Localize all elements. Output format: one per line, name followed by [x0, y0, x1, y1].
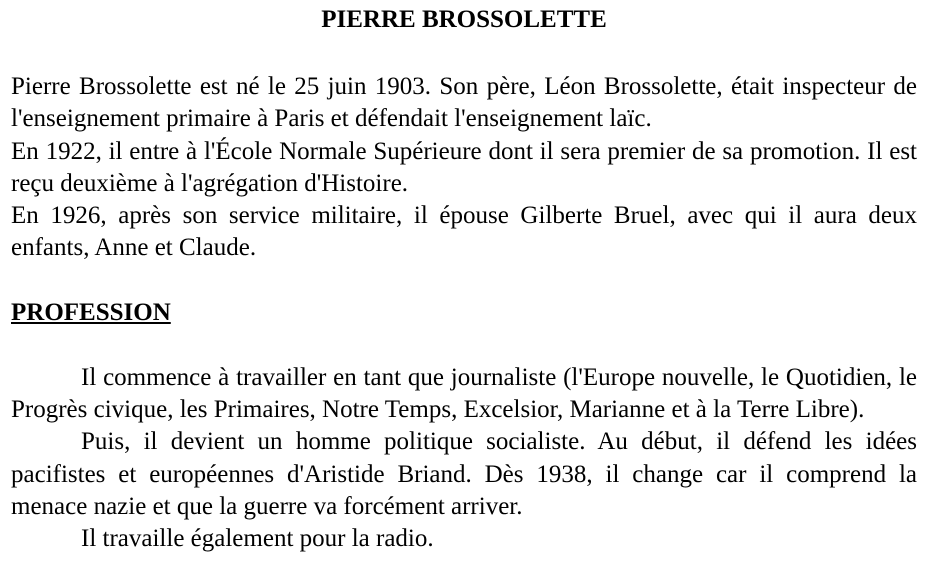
- intro-section: [11, 71, 917, 265]
- document-page: [11, 0, 917, 556]
- profession-paragraph-journalism: Il commence à travailler en tant que journaliste (l'Europe nouvelle, le Quotidien, le Progrès civique, les Primaires, Notre Temps, Excelsior, Marianne et à la Terre Libre).: [11, 363, 917, 424]
- profession-section: [11, 362, 917, 556]
- page-title: PIERRE BROSSOLETTE: [321, 6, 607, 33]
- profession-paragraph-politics: Puis, il devient un homme politique socialiste. Au début, il défend les idées pacifistes et européennes d'Aristide Briand. Dès 1938, il change car il comprend la menace nazie et que la guerre va forcément arriver.: [11, 428, 917, 520]
- intro-paragraph-education: En 1922, il entre à l'École Normale Supérieure dont il sera premier de sa promotion. Il est reçu deuxième à l'agrégation d'Histoire.: [11, 137, 917, 197]
- intro-paragraph-birth: Pierre Brossolette est né le 25 juin 1903. Son père, Léon Brossolette, était inspecteur de l'enseignement primaire à Paris et défendait l'enseignement laïc.: [11, 73, 917, 133]
- profession-paragraph-radio: Il travaille également pour la radio.: [81, 525, 434, 553]
- profession-heading: PROFESSION: [11, 298, 171, 326]
- intro-paragraph-marriage: En 1926, après son service militaire, il épouse Gilberte Bruel, avec qui il aura deux enfants, Anne et Claude.: [11, 202, 917, 262]
